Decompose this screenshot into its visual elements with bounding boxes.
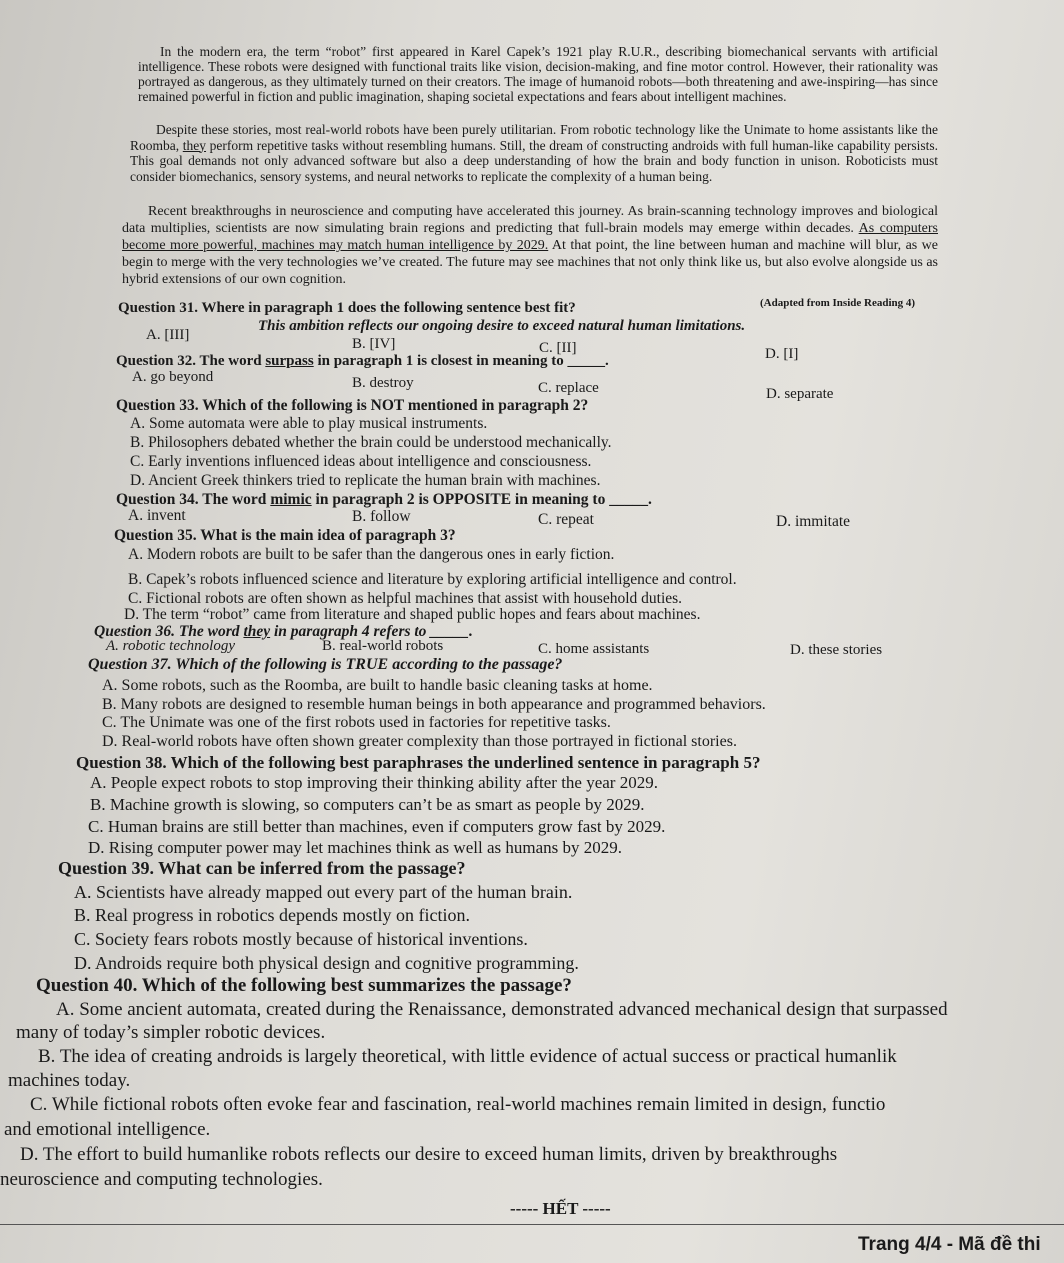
question-38-option-a[interactable]: A. People expect robots to stop improving their thinking ability after the year 2029.	[90, 773, 658, 792]
q36-stem-end: in paragraph 4 refers to _____.	[270, 623, 473, 640]
question-35-option-c[interactable]: C. Fictional robots are often shown as helpful machines that assist with household duties.	[128, 590, 683, 607]
question-33-stem: Question 33. Which of the following is NOT mentioned in paragraph 2?	[116, 397, 589, 414]
p3-underlined-sentence: As computers become more powerful, machines may match human intelligence by 2029.	[122, 221, 938, 253]
question-31-option-a[interactable]: A. [III]	[146, 327, 190, 343]
question-33-option-d[interactable]: D. Ancient Greek thinkers tried to replicate the human brain with machines.	[130, 472, 601, 489]
question-40-stem: Question 40. Which of the following best summarizes the passage?	[36, 975, 572, 996]
question-37-option-a[interactable]: A. Some robots, such as the Roomba, are built to handle basic cleaning tasks at home.	[102, 677, 653, 694]
question-37-stem: Question 37. Which of the following is TRUE according to the passage?	[88, 656, 563, 673]
p3-text-end: At that point, the line between human and machine will blur, as we begin to merge with the very technologies we’ve created. The future may see machines that not only think like us, but also evolve alongside us as hybrid extensions of our own cognition.	[122, 238, 939, 287]
question-38-option-c[interactable]: C. Human brains are still better than machines, even if computers grow fast by 2029.	[88, 817, 666, 836]
question-40-option-b[interactable]: B. The idea of creating androids is largely theoretical, with little evidence of actual success or practical humanlik	[38, 1046, 897, 1067]
question-32-option-d[interactable]: D. separate	[766, 386, 834, 402]
passage-paragraph-1: In the modern era, the term “robot” first appeared in Karel Capek’s 1921 play R.U.R., describing biomechanical servants with artificial intelligence. These robots were designed with functional traits like vision, decision-making, and fine motor control. However, their rationality was portrayed as dangerous, as they ultimately turned on their creators. The image of humanoid robots—both threatening and awe-inspiring—has since remained powerful in fiction and public imagination, shaping societal expectations and fears about intelligent machines.	[138, 44, 938, 104]
question-33-option-c[interactable]: C. Early inventions influenced ideas about intelligence and consciousness.	[130, 453, 592, 470]
question-38-option-b[interactable]: B. Machine growth is slowing, so computers can’t be as smart as people by 2029.	[90, 795, 645, 814]
question-37-option-b[interactable]: B. Many robots are designed to resemble human beings in both appearance and programmed behaviors.	[102, 696, 766, 713]
question-31-option-c[interactable]: C. [II]	[539, 340, 577, 356]
question-39-option-a[interactable]: A. Scientists have already mapped out every part of the human brain.	[74, 882, 573, 902]
question-39-option-c[interactable]: C. Society fears robots mostly because of historical inventions.	[74, 929, 528, 949]
question-31-stem: Question 31. Where in paragraph 1 does the following sentence best fit?	[118, 300, 576, 316]
question-36-option-c[interactable]: C. home assistants	[538, 641, 650, 657]
p2-text-end: perform repetitive tasks without resembling humans. Still, the dream of constructing androids with full human-like capability persists. This goal demands not only advanced software but also a deep understanding of how the brain and body function in unison. Roboticists must consider biomechanics, sensory systems, and neural networks to replicate the complexity of a human being.	[130, 137, 939, 184]
question-40-option-a[interactable]: A. Some ancient automata, created during the Renaissance, demonstrated advanced mechanical design that surpassed	[56, 999, 948, 1020]
question-34-option-a[interactable]: A. invent	[128, 507, 186, 524]
question-31-option-d[interactable]: D. [I]	[765, 346, 799, 362]
end-marker: ----- HẾT -----	[510, 1199, 611, 1218]
question-38-stem: Question 38. Which of the following best paraphrases the underlined sentence in paragraph 5?	[76, 753, 761, 772]
q32-word: surpass	[265, 353, 314, 369]
question-40-option-b-cont: machines today.	[8, 1070, 131, 1091]
question-31-sentence: This ambition reflects our ongoing desire to exceed natural human limitations.	[258, 318, 746, 334]
question-32-option-a[interactable]: A. go beyond	[132, 369, 214, 385]
question-37-option-d[interactable]: D. Real-world robots have often shown greater complexity than those portrayed in fictional stories.	[102, 733, 737, 750]
question-40-option-c-cont: and emotional intelligence.	[4, 1119, 211, 1140]
q32-stem-end: in paragraph 1 is closest in meaning to _____.	[313, 353, 609, 369]
passage-paragraph-3	[122, 203, 938, 288]
question-32-stem	[116, 353, 609, 370]
question-34-option-c[interactable]: C. repeat	[538, 511, 594, 528]
q34-stem-end: in paragraph 2 is OPPOSITE in meaning to _____.	[311, 491, 652, 508]
question-36-option-a[interactable]: A. robotic technology	[106, 638, 235, 654]
question-34-option-b[interactable]: B. follow	[352, 508, 411, 525]
question-40-option-d[interactable]: D. The effort to build humanlike robots reflects our desire to exceed human limits, driven by breakthroughs	[20, 1144, 838, 1165]
passage-paragraph-2	[130, 122, 938, 184]
question-33-option-b[interactable]: B. Philosophers debated whether the brain could be understood mechanically.	[130, 434, 612, 451]
page-number: Trang 4/4 - Mã đề thi	[858, 1234, 1041, 1255]
question-39-stem: Question 39. What can be inferred from the passage?	[58, 858, 466, 878]
p2-text-start: Despite these stories, most real-world robots have been purely utilitarian. From robotic technology like the Unimate to home assistants like the Roomba,	[130, 122, 938, 153]
question-36-option-d[interactable]: D. these stories	[790, 642, 883, 658]
question-36-option-b[interactable]: B. real-world robots	[322, 638, 444, 654]
footer-divider	[0, 1224, 1064, 1225]
question-35-stem: Question 35. What is the main idea of paragraph 3?	[114, 527, 456, 544]
p2-word-they: they	[182, 137, 207, 153]
question-35-option-d[interactable]: D. The term “robot” came from literature and shaped public hopes and fears about machines.	[124, 606, 701, 623]
question-40-option-a-cont: many of today’s simpler robotic devices.	[16, 1022, 326, 1043]
question-35-option-a[interactable]: A. Modern robots are built to be safer than the dangerous ones in early fiction.	[128, 546, 615, 563]
question-39-option-b[interactable]: B. Real progress in robotics depends mostly on fiction.	[74, 905, 470, 925]
question-40-option-c[interactable]: C. While fictional robots often evoke fear and fascination, real-world machines remain limited in design, functio	[30, 1094, 886, 1115]
q34-word: mimic	[270, 491, 312, 508]
question-34-stem	[116, 491, 652, 509]
question-32-option-c[interactable]: C. replace	[538, 380, 599, 396]
question-34-option-d[interactable]: D. immitate	[776, 513, 851, 530]
question-31-option-b[interactable]: B. [IV]	[352, 336, 396, 352]
p3-text-start: Recent breakthroughs in neuroscience and computing have accelerated this journey. As brain-scanning technology improves and biological data multiplies, scientists are now simulating brain regions and predicting that full-brain models may emerge within decades.	[122, 204, 938, 236]
question-33-option-a[interactable]: A. Some automata were able to play musical instruments.	[130, 415, 488, 432]
question-35-option-b[interactable]: B. Capek’s robots influenced science and literature by exploring artificial intelligence and control.	[128, 571, 737, 588]
q36-word: they	[243, 623, 271, 640]
q34-stem-start: Question 34. The word	[116, 491, 271, 508]
question-39-option-d[interactable]: D. Androids require both physical design and cognitive programming.	[74, 953, 579, 973]
passage-source: (Adapted from Inside Reading 4)	[760, 297, 916, 309]
question-38-option-d[interactable]: D. Rising computer power may let machines think as well as humans by 2029.	[88, 838, 622, 857]
question-40-option-d-cont: neuroscience and computing technologies.	[0, 1169, 323, 1190]
q36-stem-start: Question 36. The word	[94, 623, 244, 640]
question-37-option-c[interactable]: C. The Unimate was one of the first robots used in factories for repetitive tasks.	[102, 714, 611, 731]
question-32-option-b[interactable]: B. destroy	[352, 375, 414, 391]
q32-stem-start: Question 32. The word	[116, 353, 266, 369]
